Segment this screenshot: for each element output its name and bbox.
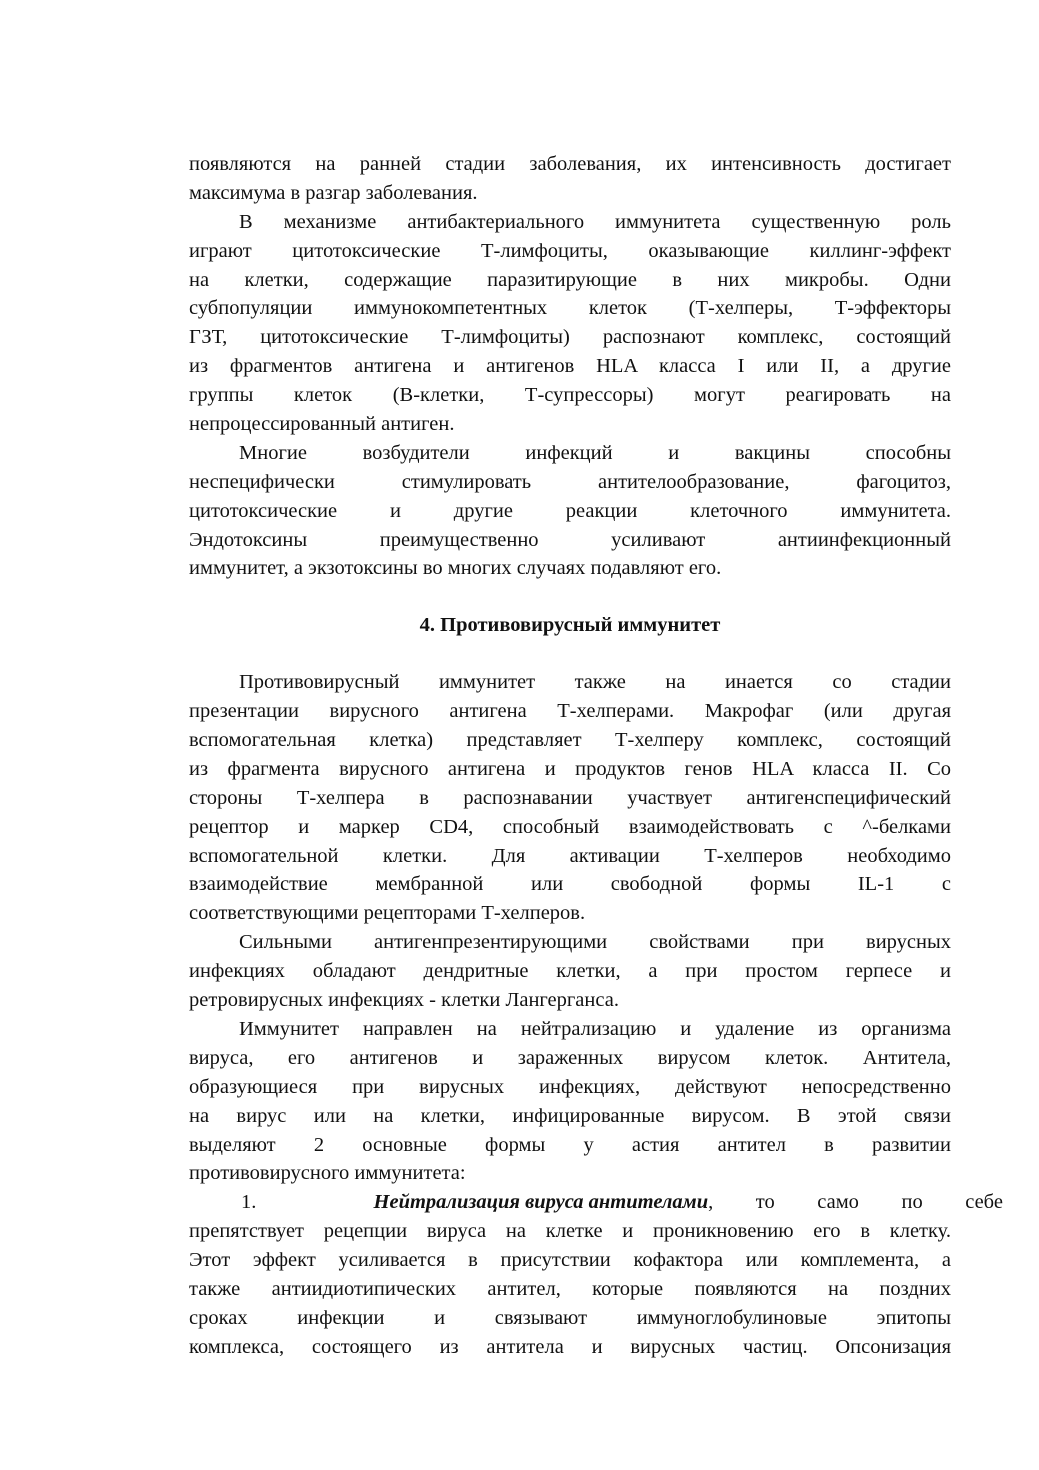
paragraph-5 bbox=[189, 928, 951, 1015]
text-line: вспомогательная клетка) представляет Т-хелперу комплекс, состоящий bbox=[189, 729, 951, 752]
text-line: Эндотоксины преимущественно усиливают антиинфекционный bbox=[189, 528, 951, 551]
list-item-first-line bbox=[189, 1188, 1003, 1217]
text-line: группы клеток (В-клетки, Т-супрессоры) могут реагировать на bbox=[189, 384, 951, 407]
section-heading: 4. Противовирусный иммунитет bbox=[419, 614, 721, 637]
text-line: взаимодействие мембранной или свободной формы IL-1 с bbox=[189, 873, 951, 896]
text-line: Противовирусный иммунитет также на инается со стадии bbox=[239, 671, 951, 694]
text-line: инфекциях обладают дендритные клетки, а при простом герпесе и bbox=[189, 960, 951, 983]
text-line: непроцессированный антиген. bbox=[189, 413, 455, 436]
paragraph-6 bbox=[189, 1015, 951, 1188]
paragraph-2 bbox=[189, 208, 951, 439]
text-line: субпопуляции иммунокомпетентных клеток (Т-хелперы, Т-эффекторы bbox=[189, 297, 951, 320]
list-word: само bbox=[817, 1191, 859, 1214]
list-item-1 bbox=[189, 1188, 1003, 1361]
text-line: стороны Т-хелпера в распознавании участвует антигенспецифический bbox=[189, 786, 951, 809]
paragraph-1 bbox=[189, 150, 951, 208]
text-line: Многие возбудители инфекций и вакцины способны bbox=[239, 441, 951, 464]
paragraph-3 bbox=[189, 439, 951, 583]
text-line: также антиидиотипических антител, которые появляются на поздних bbox=[189, 1277, 951, 1300]
text-line: на вирус или на клетки, инфицированные вирусом. В этой связи bbox=[189, 1104, 951, 1127]
list-word: , bbox=[708, 1191, 714, 1214]
list-number: 1. bbox=[241, 1191, 257, 1214]
text-line: Сильными антигенпрезентирующими свойствами при вирусных bbox=[239, 931, 951, 954]
list-word: по bbox=[901, 1191, 923, 1214]
paragraph-4 bbox=[189, 668, 951, 928]
text-line: выделяют 2 основные формы у астия антител в развитии bbox=[189, 1133, 951, 1156]
text-line: иммунитет, а экзотоксины во многих случаях подавляют его. bbox=[189, 557, 722, 580]
text-line: неспецифически стимулировать антителообразование, фагоцитоз, bbox=[189, 470, 951, 493]
text-line: В механизме антибактериального иммунитета существенную роль bbox=[239, 210, 951, 233]
text-line: сроках инфекции и связывают иммуноглобулиновые эпитопы bbox=[189, 1306, 951, 1329]
list-word: себе bbox=[965, 1191, 1003, 1214]
list-emphasis: Нейтрализация вируса антителами bbox=[373, 1191, 709, 1214]
text-line: на клетки, содержащие паразитирующие в них микробы. Одни bbox=[189, 268, 951, 291]
text-line: рецептор и маркер CD4, способный взаимодействовать с ^-белками bbox=[189, 815, 951, 838]
text-line: ГЗТ, цитотоксические Т-лимфоциты) распознают комплекс, состоящий bbox=[189, 326, 951, 349]
text-line: играют цитотоксические Т-лимфоциты, оказывающие киллинг-эффект bbox=[189, 239, 951, 262]
list-lead bbox=[374, 1188, 714, 1217]
text-line: вируса, его антигенов и зараженных вирусом клеток. Антитела, bbox=[189, 1046, 951, 1069]
text-line: Иммунитет направлен на нейтрализацию и удаление из организма bbox=[239, 1017, 951, 1040]
text-line: Этот эффект усиливается в присутствии кофактора или комплемента, а bbox=[189, 1249, 951, 1272]
text-line: максимума в разгар заболевания. bbox=[189, 181, 478, 204]
text-line: вспомогательной клетки. Для активации Т-хелперов необходимо bbox=[189, 844, 951, 867]
text-line: из фрагмента вирусного антигена и продуктов генов HLA класса II. Со bbox=[189, 757, 951, 780]
text-line: презентации вирусного антигена Т-хелперами. Макрофаг (или другая bbox=[189, 700, 951, 723]
document-page bbox=[189, 150, 1003, 1362]
text-line: цитотоксические и другие реакции клеточного иммунитета. bbox=[189, 499, 951, 522]
text-line: противовирусного иммунитета: bbox=[189, 1162, 466, 1185]
list-word: то bbox=[755, 1191, 775, 1214]
text-line: соответствующими рецепторами Т-хелперов. bbox=[189, 902, 586, 925]
text-line: появляются на ранней стадии заболевания, их интенсивность достигает bbox=[189, 153, 951, 175]
text-line: из фрагментов антигена и антигенов HLA класса I или II, а другие bbox=[189, 355, 951, 378]
text-line: образующиеся при вирусных инфекциях, действуют непосредственно bbox=[189, 1075, 951, 1098]
text-line: ретровирусных инфекциях - клетки Лангерганса. bbox=[189, 989, 619, 1012]
text-line: препятствует рецепции вируса на клетке и проникновению его в клетку. bbox=[189, 1220, 951, 1243]
text-line: комплекса, состоящего из антитела и вирусных частиц. Опсонизация bbox=[189, 1335, 951, 1358]
